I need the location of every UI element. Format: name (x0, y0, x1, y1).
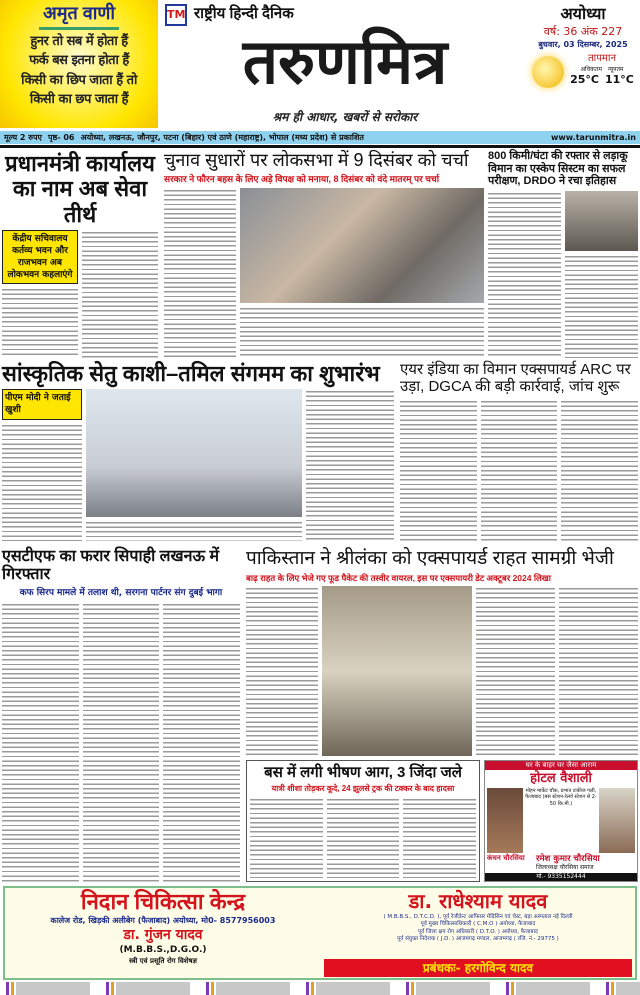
article-text (164, 188, 236, 358)
article-text (561, 399, 638, 542)
news-photo (86, 389, 302, 516)
election-body (164, 188, 484, 358)
article-text (2, 423, 82, 541)
pakistan-headline: पाकिस्तान ने श्रीलंका को एक्सपायर्ड राहत सामग्री भेजी (246, 548, 614, 569)
clinic-left (8, 889, 318, 977)
drdo-story (488, 150, 638, 358)
bus-body (250, 797, 476, 878)
article-text (400, 399, 477, 542)
article-text (82, 230, 158, 358)
article-text (488, 191, 561, 358)
manager-banner: प्रबंधकः- हरगोविन्द यादव (324, 959, 632, 977)
pmo-body (2, 230, 158, 358)
min-temperature: 11°C (605, 73, 634, 87)
pages: पृष्ठ- 06 (47, 133, 75, 142)
min-label: न्यूनतम (607, 65, 624, 73)
amrit-vani-title: अमृत वाणी (42, 3, 116, 23)
pmo-headline: प्रधानमंत्री कार्यालय का नाम अब सेवा तीर्थ (5, 151, 155, 227)
quote-line: हुनर तो सब में होता हैं (30, 33, 128, 49)
news-photo (240, 188, 484, 303)
published-from: अयोध्या, लखनऊ, जौनपुर, पटना (बिहार) एवं ठाणे (महाराष्ट्र), भोपाल (मध्य प्रदेश) से प्रकाशित (80, 133, 364, 142)
temperature-label: तापमान (587, 53, 617, 65)
bus-fire-story (246, 760, 480, 882)
motto: श्रम ही आधार, खबरों से सरोकार (272, 110, 418, 124)
person2-block (536, 854, 635, 871)
doctor2-name: डा. राधेश्याम यादव (408, 889, 548, 913)
article-text (565, 254, 638, 358)
article-text (559, 586, 638, 756)
price: मूल्य 2 रुपए (4, 133, 42, 142)
edition-city: अयोध्या (560, 4, 606, 23)
bus-headline: बस में लगी भीषण आग, 3 जिंदा जले (264, 764, 462, 781)
doctor-name: डा. गुंजन यादव (123, 926, 203, 943)
drdo-body (488, 191, 638, 358)
bus-subheadline: यात्री शीशा तोड़कर कूदे, 24 झुलसे ट्रक की टक्कर के बाद हादसा (271, 784, 455, 794)
kashi-headline: सांस्कृतिक सेतु काशी–तमिल संगमम का शुभारंभ (2, 361, 380, 386)
kashi-story (2, 361, 394, 541)
max-label: अधिकतम (580, 65, 602, 73)
weather (532, 52, 634, 88)
election-photo-column (240, 188, 484, 358)
logo-icon: TM (165, 4, 187, 26)
person1-name: कंचन चौरसिया (487, 854, 525, 863)
article-text (306, 389, 394, 541)
pakistan-subheadline: बाढ़ राहत के लिए भेजे गए फूड पैकेट की तस्वीर वायरल, इस पर एक्सपायरी डेट अक्टूबर 2024 लिखा (246, 572, 551, 583)
hotel-names (485, 854, 637, 871)
divider (0, 145, 640, 148)
person-photo (487, 788, 523, 854)
max-temperature: 25°C (570, 73, 599, 87)
article-text (86, 520, 302, 541)
stf-story (2, 548, 240, 882)
election-story (164, 150, 484, 358)
drdo-headline: 800 किमी/घंटा की रफ्तार से लड़ाकू विमान का एस्केप सिस्टम का सफल परीक्षण, DRDO ने रचा इतिहास (488, 150, 628, 188)
election-headline: चुनाव सुधारों पर लोकसभा में 9 दिसंबर को चर्चा (164, 150, 469, 170)
hotel-ad (484, 760, 638, 882)
amrit-vani-box (0, 0, 158, 128)
article-text (2, 602, 79, 882)
temperature-labels (580, 66, 623, 74)
person2-title: जिलाध्यक्ष चौरसिया समाज (536, 864, 594, 872)
kashi-kicker: पीएम मोदी ने जताई खुशी (2, 389, 82, 419)
news-photo (322, 586, 472, 756)
article-text (250, 797, 323, 878)
clinic-name: निदान चिकित्सा केन्द्र (80, 889, 246, 914)
volume-issue: वर्ष: 36 अंक 227 (543, 25, 623, 39)
news-photo (565, 191, 638, 251)
pakistan-story (246, 548, 638, 756)
pmo-left-column (2, 230, 78, 358)
hotel-middle (485, 788, 637, 854)
quote-line: फर्क बस इतना होता हैं (29, 53, 129, 69)
article-text (2, 287, 78, 358)
person2-name: रमेश कुमार चौरसिया (536, 854, 600, 865)
stf-subheadline: कफ सिरप मामले में तलाश थी, सरगना पार्टनर संग दुबई भागा (19, 587, 223, 598)
quote-line: किसी का छप जाता हैं (29, 92, 129, 108)
person-photo (599, 788, 635, 854)
decorative-border (0, 982, 640, 995)
divider (39, 27, 119, 30)
stf-headline: एसटीएफ का फरार सिपाही लखनऊ में गिरफ्तार (2, 548, 220, 584)
kashi-body (2, 389, 394, 541)
detail-line: पूर्व मुख्य चिकित्साधिकारी ( C.M.O ) अयोध्या, फैजाबाद (420, 921, 536, 928)
article-text (403, 797, 476, 878)
hotel-name: होटल वैशाली (530, 771, 592, 787)
article-text (246, 586, 318, 756)
article-text (83, 602, 160, 882)
doctor-specialty: स्त्री एवं प्रसूति रोग विशेषज्ञ (128, 956, 198, 965)
clinic-ad (3, 886, 637, 980)
detail-line: ( M.B.B.S., D.T.C.D. ), पूर्व रेजीडेन्ट आफिसर मेडिसिन एवं चेस्ट, बड़ा अस्पताल नई दिल्ली (383, 914, 573, 920)
website-link[interactable]: www.tarunmitra.in (551, 133, 636, 142)
hotel-address: मोहन मार्केट चौक, प्रभात टाकीज गली, फैजाबाद (बस स्टेशन-रेलवे स्टेशन से 2-50 कि.मी.) (525, 787, 597, 807)
pmo-kicker: केंद्रीय सचिवालय कर्तव्य भवन और राजभवन अब लोकभवन कहलाएंगे (2, 230, 78, 285)
edition-info (526, 4, 640, 128)
temperature-values (570, 73, 634, 87)
detail-line: पूर्व जिला क्षय रोग अधिकारी ( D.T.O. ) अयोध्या, फैजाबाद (418, 928, 538, 935)
detail-line: पूर्व संयुक्त निदेशक ( J.D. ) आजमगढ़ मण्डल, आजमगढ़ ( रजि. नं.- 29775 ) (397, 936, 559, 943)
pmo-story (2, 151, 158, 358)
quote-line: किसी का छिप जाता हैं तो (21, 72, 137, 88)
kashi-photo-column (86, 389, 302, 541)
sun-icon (532, 56, 564, 88)
clinic-right (324, 889, 632, 977)
airindia-story (400, 361, 638, 541)
election-subheadline: सरकार ने फौरन बहस के लिए अड़े विपक्ष को मनाया, 8 दिसंबर को वंदे मातरम् पर चर्चा (164, 173, 440, 184)
issue-date: बुधवार, 03 दिसम्बर, 2025 (538, 40, 628, 50)
article-text (481, 399, 558, 542)
hotel-phone: मो.- 9335152444 (485, 873, 637, 881)
pakistan-body (246, 586, 638, 756)
temperature-block (570, 53, 634, 87)
airindia-body (400, 399, 638, 542)
tagline: राष्ट्रीय हिन्दी दैनिक (194, 5, 294, 22)
article-text (163, 602, 240, 882)
info-strip (0, 131, 640, 144)
kashi-left-column (2, 389, 82, 541)
article-text (240, 306, 484, 358)
stf-body (2, 602, 240, 882)
clinic-address: कालेज रोड, खिड़की अलीबेग (फैजाबाद) अयोध्या, मो0- 8577956003 (50, 916, 276, 926)
article-text (476, 586, 555, 756)
airindia-headline: एयर इंडिया का विमान एक्सपायर्ड ARC पर उड़ा, DGCA की बड़ी कार्रवाई, जांच शुरू (400, 361, 631, 396)
article-text (327, 797, 400, 878)
newspaper-title: तरुणमित्र (242, 29, 448, 97)
drdo-photo-column (565, 191, 638, 358)
doctor2-details (383, 914, 572, 944)
hotel-banner: घर के बाहर घर जैसा आराम (485, 761, 637, 770)
doctor-degree: (M.B.B.S.,D.G.O.) (119, 944, 207, 955)
